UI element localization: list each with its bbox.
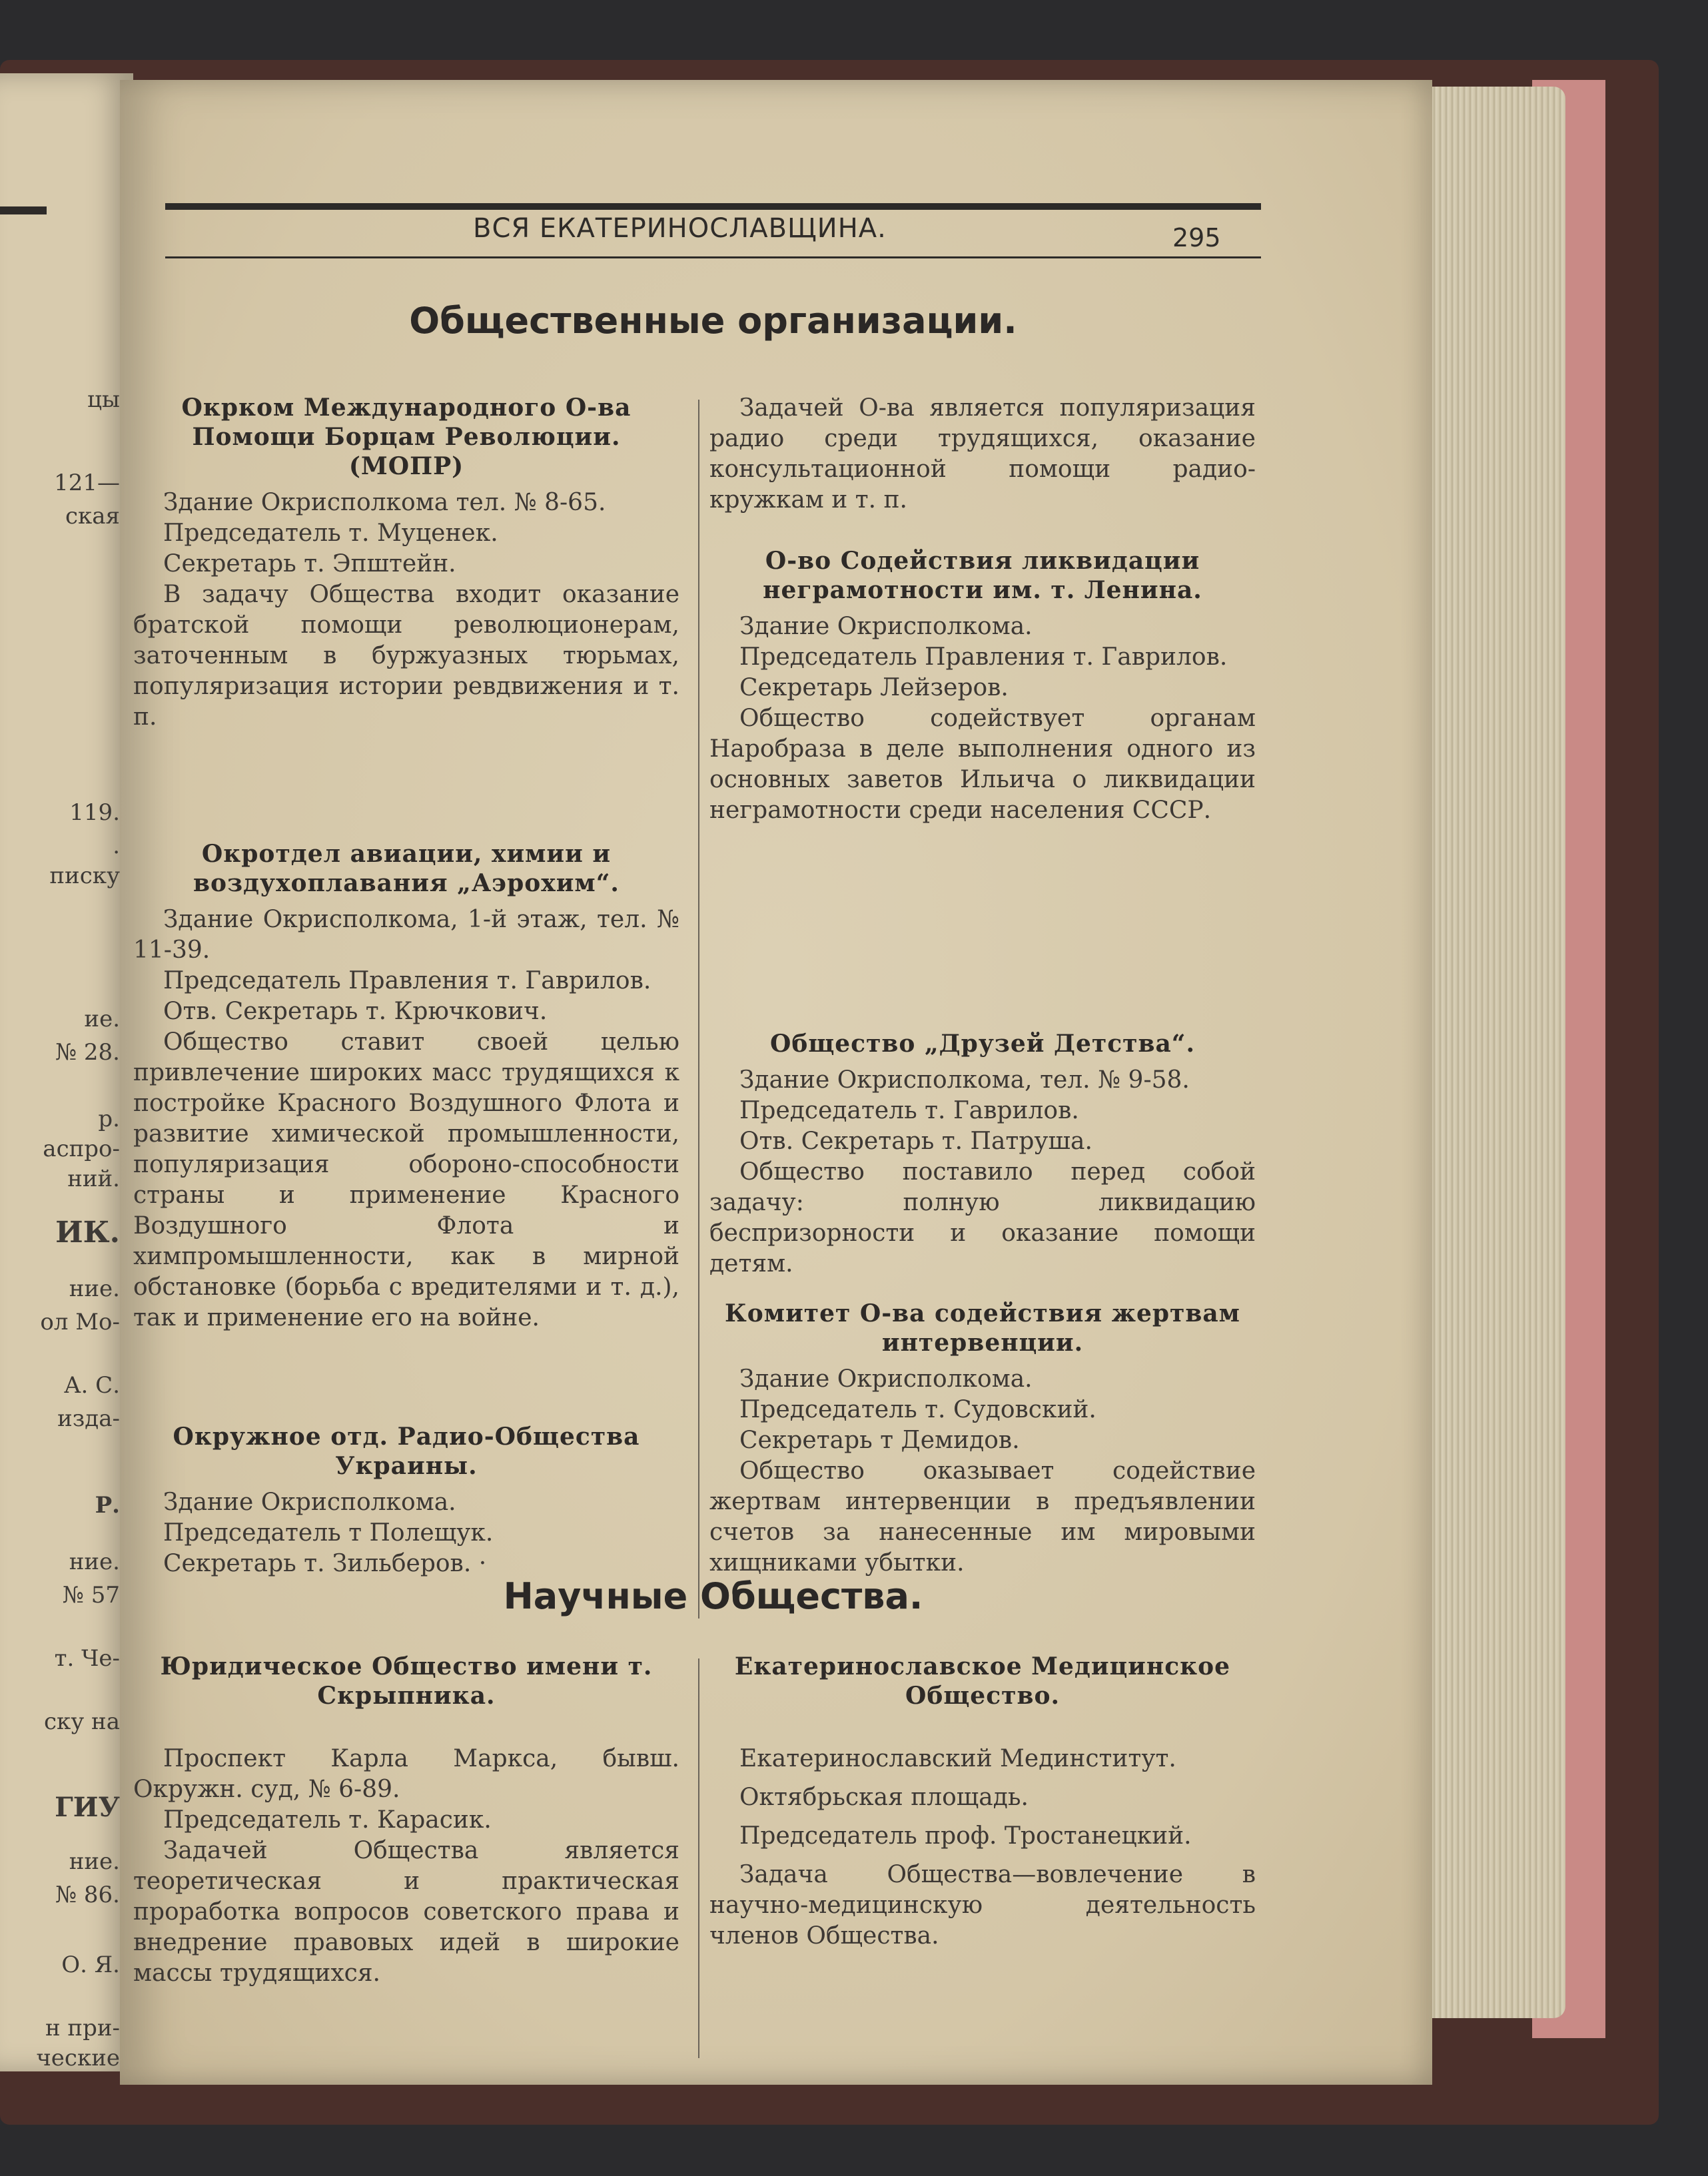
entry-title: Окрком Международного О-ва Помощи Борцам Революции. (МОПР) [181, 394, 632, 480]
page-edges [1412, 87, 1565, 2018]
entry-line: Председатель т. Муценек. [163, 520, 498, 547]
left-fragment: ГИУ [55, 1792, 120, 1823]
entry-line: Секретарь т. Эпштейн. [163, 550, 456, 577]
entry-line: Председатель Правления т. Гаврилов. [163, 967, 651, 994]
entry-line: Здание Окрисполкома. [739, 1365, 1033, 1393]
entry-line: Октябрьская площадь. [739, 1784, 1029, 1811]
header-rule-thick [165, 203, 1261, 210]
running-title: ВСЯ ЕКАТЕРИНОСЛАВЩИНА. [473, 213, 887, 244]
entry-aerokhim [133, 839, 679, 1333]
left-fragment: цы [87, 386, 120, 413]
entry-legal [133, 1652, 679, 1989]
entry-line: Общество ставит своей целью привлечение широких масс трудящихся к постройке Красного Воздушного Флота и развитие химической промышленности, популяризация обороно-способности страны и применение Красного Воздушного Флота и химпромышленности, как в мирной обстановке (борьба с вредителями и т. д.), так и применение его на войне. [133, 1028, 679, 1331]
entry-title: Окротдел авиации, химии и воздухоплавания „Аэрохим“. [193, 840, 620, 897]
left-fragment: ол Мо- [40, 1309, 120, 1335]
left-fragment: аспро- [43, 1136, 120, 1162]
entry-title: Юридическое Общество имени т. Скрыпника. [160, 1652, 653, 1710]
left-fragment: 119. [69, 799, 120, 826]
entry-line: Секретарь т Демидов. [739, 1427, 1020, 1454]
entry-line: Секретарь Лейзеров. [739, 674, 1009, 701]
entry-mopr [133, 393, 679, 733]
entry-line: Здание Окрисполкома, тел. № 9-58. [739, 1066, 1190, 1094]
entry-line: Председатель Правления т. Гаврилов. [739, 643, 1228, 671]
left-fragment: ску на [43, 1708, 120, 1735]
entry-line: Общество содействует органам Наробраза в деле выполнения одного из основных заветов Ильича о ликвидации неграмотности среди населения СССР. [709, 705, 1256, 824]
left-fragment: № 28. [55, 1039, 120, 1066]
left-fragment: А. С. [63, 1372, 120, 1399]
left-fragment: ние. [69, 1848, 120, 1875]
entry-line: Здание Окрисполкома. [739, 613, 1033, 640]
left-fragment: ская [65, 503, 120, 530]
left-fragment: ИК. [55, 1216, 120, 1250]
left-fragment: писку [49, 863, 120, 889]
section-title-public: Общественные организации. [409, 300, 1017, 342]
entry-line: Председатель т. Судовский. [739, 1396, 1096, 1423]
entry-line: Екатеринославский Мединститут. [739, 1745, 1176, 1772]
page-number: 295 [1172, 223, 1221, 252]
column-divider [698, 1658, 699, 2058]
entry-line: Здание Окрисполкома тел. № 8-65. [163, 489, 606, 516]
entry-medical [709, 1652, 1256, 1952]
left-fragment: ние. [69, 1549, 120, 1575]
left-fragment: . [113, 833, 120, 859]
entry-radio-continued [709, 393, 1256, 516]
entry-line: Задачей О-ва является популяризация радио среди трудящихся, оказание консультационной помощи радио-кружкам и т. п. [709, 394, 1256, 514]
entry-line: Проспект Карла Маркса, бывш. Окружн. суд, № 6-89. [133, 1745, 679, 1803]
section-title-science: Научные Общества. [503, 1575, 923, 1617]
left-facing-page [0, 73, 133, 2071]
entry-title: О-во Содействия ликвидации неграмотности им. т. Ленина. [763, 547, 1202, 604]
entry-line: Отв. Секретарь т. Крючкович. [163, 998, 548, 1025]
entry-literacy [709, 546, 1256, 826]
entry-line: Общество поставило перед собой задачу: полную ликвидацию беспризорности и оказание помощи детям. [709, 1158, 1256, 1277]
entry-line: Председатель т. Гаврилов. [739, 1097, 1079, 1124]
entry-line: В задачу Общества входит оказание братской помощи революционерам, заточенным в буржуазных тюрьмах, популяризация истории ревдвижения и т. п. [133, 581, 679, 731]
entry-title: Общество „Друзей Детства“. [769, 1030, 1196, 1058]
entry-title: Комитет О-ва содействия жертвам интервенции. [725, 1299, 1240, 1357]
left-fragment: О. Я. [61, 1952, 120, 1978]
left-fragment: т. Че- [54, 1645, 120, 1672]
entry-line: Отв. Секретарь т. Патруша. [739, 1128, 1092, 1155]
left-fragment: ие. [84, 1006, 120, 1032]
main-page [120, 80, 1432, 2085]
left-fragment: № 57 [62, 1582, 120, 1609]
left-fragment: ческие [36, 2045, 120, 2071]
left-fragment: ние. [69, 1275, 120, 1302]
column-divider [698, 400, 699, 1619]
entry-title: Екатеринославское Медицинское Общество. [734, 1652, 1231, 1710]
left-page-rule [0, 206, 47, 214]
left-fragment: н при- [45, 2015, 120, 2041]
entry-line: Секретарь т. Зильберов. · [163, 1550, 487, 1577]
entry-line: Здание Окрисполкома. [163, 1489, 456, 1516]
left-fragment: р. [98, 1106, 120, 1132]
entry-title: Окружное отд. Радио-Общества Украины. [173, 1423, 640, 1480]
entry-intervention [709, 1299, 1256, 1579]
left-fragment: 121— [54, 470, 120, 496]
entry-radio [133, 1422, 679, 1579]
left-fragment: Р. [95, 1492, 120, 1519]
left-fragment: ний. [67, 1166, 120, 1192]
left-fragment: № 86. [55, 1882, 120, 1908]
entry-line: Председатель т Полещук. [163, 1519, 494, 1547]
entry-line: Председатель проф. Тростанецкий. [739, 1822, 1192, 1850]
entry-line: Общество оказывает содействие жертвам интервенции в предъявлении счетов за нанесенные им мировыми хищниками убытки. [709, 1457, 1256, 1577]
entry-children [709, 1029, 1256, 1279]
left-fragment: изда- [57, 1405, 120, 1432]
entry-line: Председатель т. Карасик. [163, 1806, 492, 1834]
entry-line: Здание Окрисполкома, 1-й этаж, тел. № 11-39. [133, 906, 679, 964]
header-rule-thin [165, 256, 1261, 258]
entry-line: Задачей Общества является теоретическая и практическая проработка вопросов советского права и внедрение правовых идей в широкие массы трудящихся. [133, 1837, 679, 1987]
entry-line: Задача Общества—вовлечение в научно-медицинскую деятельность членов Общества. [709, 1861, 1256, 1950]
